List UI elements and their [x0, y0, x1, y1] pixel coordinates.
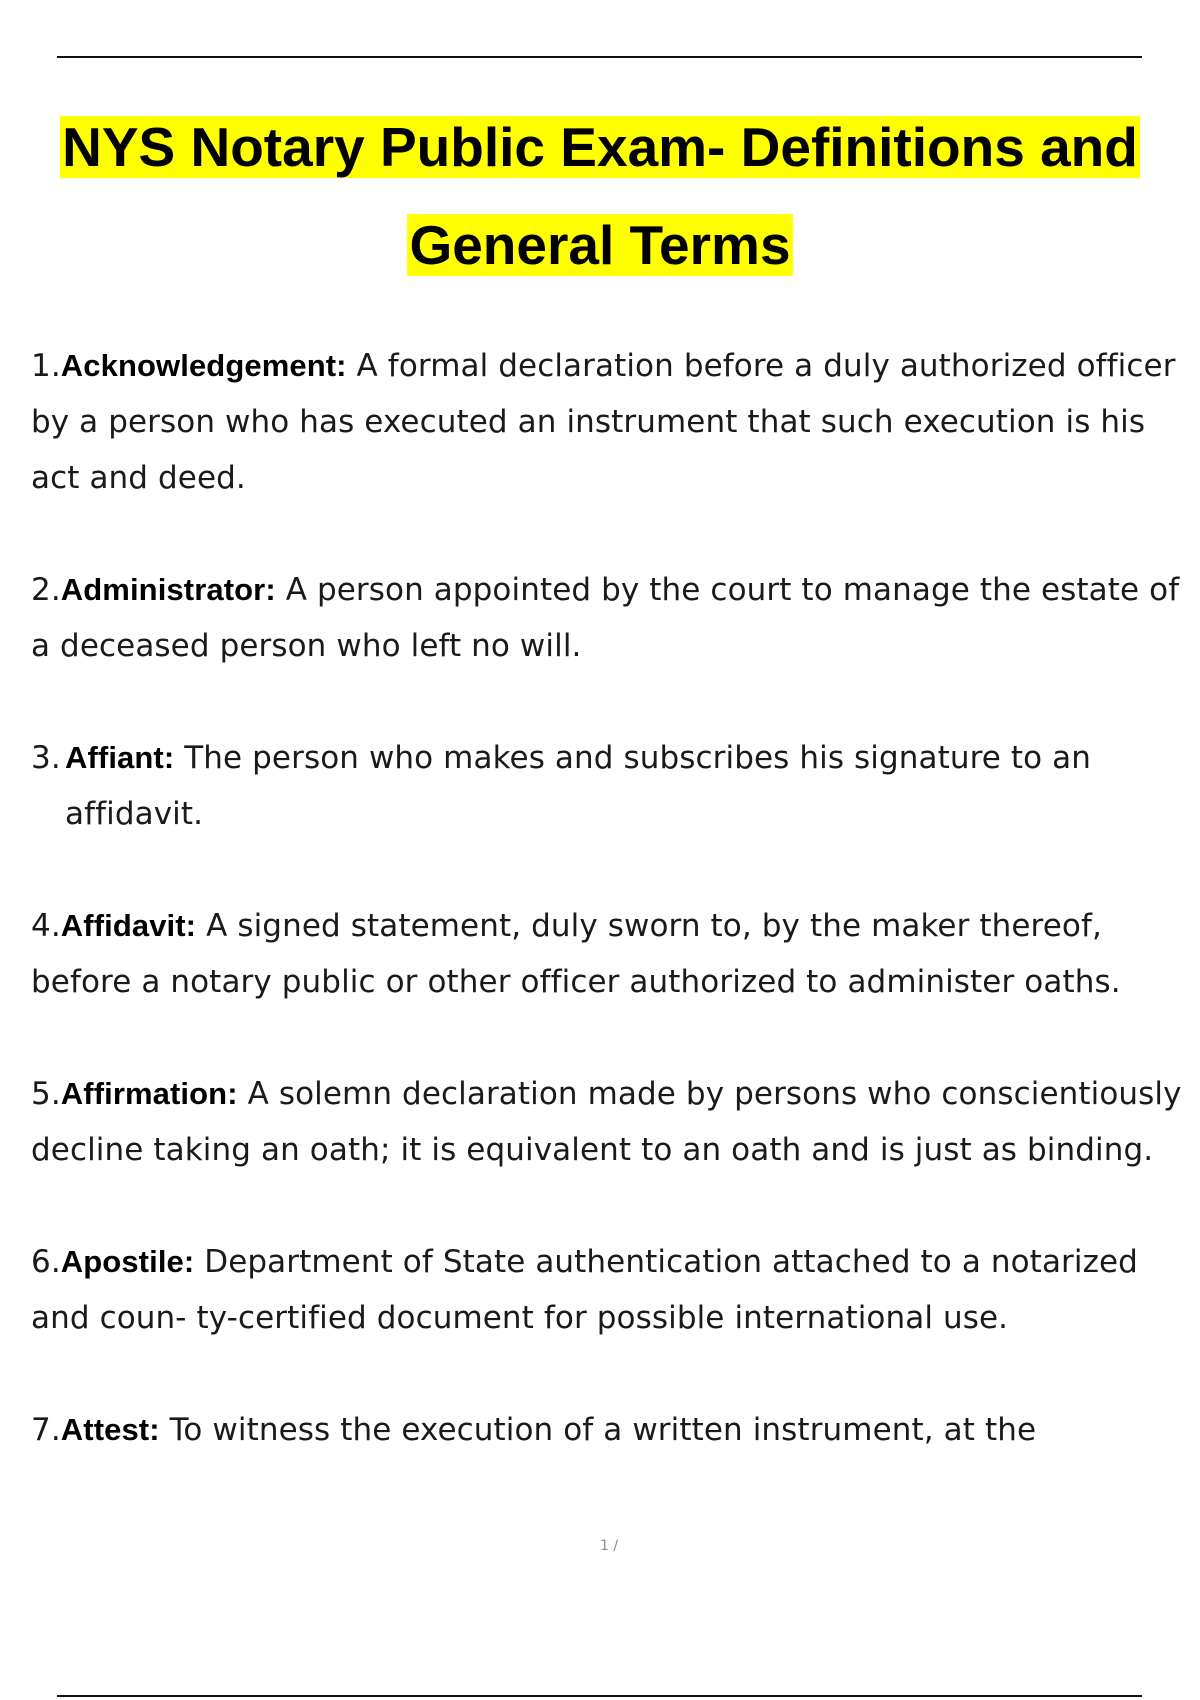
item-term: Affidavit:	[60, 908, 197, 943]
item-number: 5.	[31, 1076, 61, 1112]
document-title	[0, 98, 1200, 294]
definition-item	[31, 1402, 1196, 1458]
item-number: 2.	[31, 572, 61, 608]
bottom-divider	[57, 1695, 1142, 1697]
definition-item	[31, 338, 1196, 506]
item-number: 6.	[31, 1244, 61, 1280]
item-number: 4.	[31, 908, 61, 944]
item-definition: A formal declaration before a duly authorized officer by a person who has executed an instrument that such execution is his act and deed.	[31, 348, 1176, 496]
item-term: Affirmation:	[60, 1076, 238, 1111]
title-line-2: General Terms	[409, 214, 791, 276]
item-term: Apostile:	[60, 1244, 195, 1279]
item-term: Attest:	[60, 1412, 160, 1447]
definition-item	[31, 562, 1196, 674]
item-definition: Department of State authentication attached to a notarized and coun- ty-certified document for possible international use.	[31, 1244, 1138, 1336]
definition-item	[31, 1066, 1196, 1178]
item-definition: The person who makes and subscribes his signature to an affidavit.	[65, 740, 1092, 832]
item-number: 1.	[31, 348, 61, 384]
item-term: Affiant:	[65, 740, 175, 775]
definition-item	[31, 898, 1196, 1010]
item-number: 7.	[31, 1412, 61, 1448]
item-term: Administrator:	[60, 572, 276, 607]
page-number: 1 /	[600, 1538, 619, 1554]
item-definition: A solemn declaration made by persons who conscientiously decline taking an oath; it is equivalent to an oath and is just as binding.	[31, 1076, 1182, 1168]
item-term: Acknowledgement:	[60, 348, 347, 383]
definitions-list	[31, 338, 1196, 1458]
item-number: 3.	[31, 740, 61, 776]
item-definition: A signed statement, duly sworn to, by the maker thereof, before a notary public or other officer authorized to administer oaths.	[31, 908, 1121, 1000]
definition-item	[31, 730, 1196, 842]
top-divider	[57, 56, 1142, 58]
title-line-1: NYS Notary Public Exam- Definitions and	[62, 116, 1138, 178]
definition-item	[31, 1234, 1196, 1346]
item-definition: A person appointed by the court to manage the estate of a deceased person who left no will.	[31, 572, 1180, 664]
item-definition: To witness the execution of a written instrument, at the	[159, 1412, 1037, 1448]
